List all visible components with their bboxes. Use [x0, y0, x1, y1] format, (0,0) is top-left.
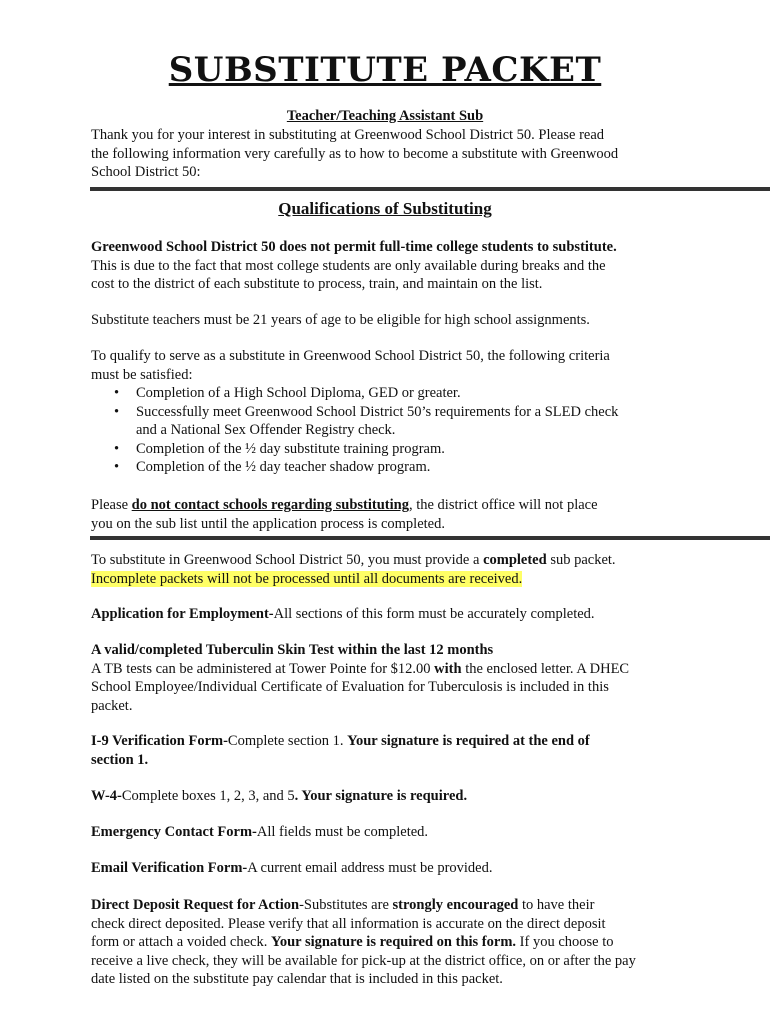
bullet-icon: • [114, 440, 120, 457]
deposit-item: Direct Deposit Request for Action-Substitutes are strongly encouraged to have their check direct deposited. Please verify that all information is accurate on the direct deposit form or attach a voided check. Your signature is required on this form. If you choose to receive a live check, they will be available for pick-up at the district office, on or after the pay date listed on the substitute pay calendar that is included in this packet. [91, 897, 636, 987]
criteria-line: To qualify to serve as a substitute in Greenwood School District 50, the following criteria [91, 348, 610, 364]
tb-item: A valid/completed Tuberculin Skin Test within the last 12 months A TB tests can be administered at Tower Pointe for $12.00 with the enclosed letter. A DHEC School Employee/Individual Certificate of Evaluation for Tuberculosis is included in this packet. [91, 641, 691, 715]
w4-item: W-4-Complete boxes 1, 2, 3, and 5. Your signature is required. [91, 788, 468, 804]
item-label: Direct Deposit Request for Action [91, 897, 300, 913]
item-label: W-4- [91, 788, 122, 804]
subtitle: Teacher/Teaching Assistant Sub [286, 108, 484, 124]
contact-warning: do not contact schools regarding substituting [131, 497, 409, 513]
item-label: Emergency Contact Form- [91, 824, 257, 840]
application-item: Application for Employment-All sections of this form must be accurately completed. [91, 606, 595, 622]
divider [90, 536, 770, 540]
item-label: Application for Employment- [91, 606, 274, 622]
policy-paragraph [91, 238, 691, 294]
list-item: • Successfully meet Greenwood School District 50’s requirements for a SLED check [114, 403, 619, 420]
list-item: • Completion of the ½ day substitute training program. [114, 440, 445, 457]
section-title: Qualifications of Substituting [278, 199, 492, 218]
criteria-list [110, 384, 710, 477]
criteria-intro [91, 347, 691, 384]
contact-paragraph: Please do not contact schools regarding substituting, the district office will not place you on the sub list until the application process is completed. [91, 497, 598, 532]
policy-line: This is due to the fact that most college students are only available during breaks and the [91, 257, 606, 274]
intro-line: Thank you for your interest in substituting at Greenwood School District 50. Please read [91, 127, 605, 143]
item-label: A valid/completed Tuberculin Skin Test within the last 12 months [91, 642, 494, 658]
list-item-continuation: and a National Sex Offender Registry check. [136, 422, 396, 438]
criteria-line: must be satisfied: [91, 366, 193, 383]
intro-line: School District 50: [91, 164, 201, 180]
email-item: Email Verification Form-A current email address must be provided. [91, 860, 493, 876]
age-text: Substitute teachers must be 21 years of age to be eligible for high school assignments. [91, 312, 590, 328]
list-item: • Completion of the ½ day teacher shadow program. [114, 459, 431, 475]
emergency-item: Emergency Contact Form-All fields must be completed. [91, 824, 429, 840]
list-item: • Completion of a High School Diploma, GED or greater. [114, 385, 461, 401]
intro-paragraph [91, 126, 691, 182]
item-label: I-9 Verification Form- [91, 733, 228, 749]
bullet-icon: • [114, 403, 120, 420]
page-title: SUBSTITUTE PACKET [168, 50, 602, 90]
policy-bold: Greenwood School District 50 does not permit full-time college students to substitute. [91, 239, 617, 255]
age-paragraph [91, 311, 691, 330]
policy-line: cost to the district of each substitute to process, train, and maintain on the list. [91, 276, 543, 292]
intro-line: the following information very carefully as to how to become a substitute with Greenwood [91, 145, 619, 162]
i9-item: I-9 Verification Form-Complete section 1. Your signature is required at the end of section 1. [91, 733, 590, 768]
bullet-icon: • [114, 459, 120, 475]
bullet-icon: • [114, 385, 120, 401]
divider [90, 187, 770, 191]
highlighted-warning: Incomplete packets will not be processed until all documents are received. [91, 570, 523, 587]
item-label: Email Verification Form- [91, 860, 248, 876]
provide-paragraph: To substitute in Greenwood School District 50, you must provide a completed sub packet. Incomplete packets will not be processed until all documents are received. [91, 552, 616, 587]
